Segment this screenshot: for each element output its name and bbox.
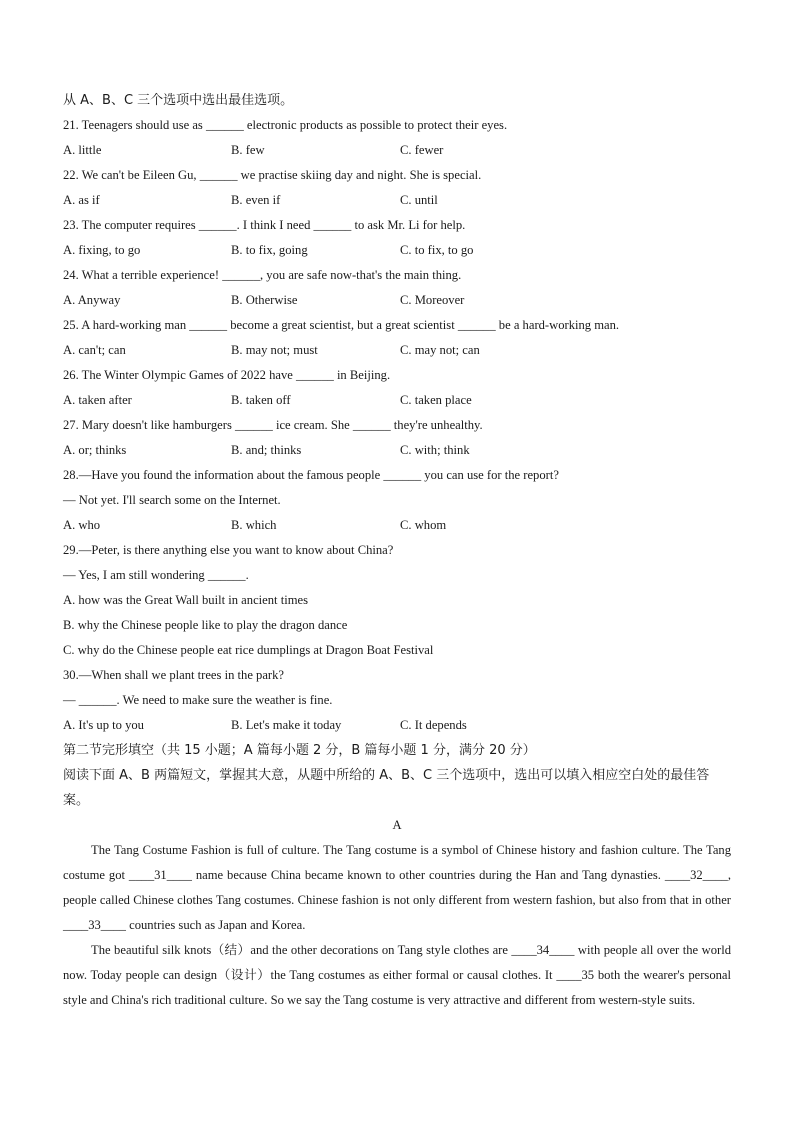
option-b: B. to fix, going xyxy=(231,243,308,257)
exam-page xyxy=(63,88,731,1013)
option-c: C. Moreover xyxy=(400,293,465,307)
option-a: A. little xyxy=(63,143,102,157)
question-block xyxy=(63,463,731,538)
question-block xyxy=(63,413,731,463)
options-row xyxy=(63,338,731,363)
question-block xyxy=(63,363,731,413)
option-c: C. It depends xyxy=(400,718,467,732)
option-c: C. whom xyxy=(400,518,447,532)
dialogue-line: — Yes, I am still wondering ______. xyxy=(63,568,249,582)
options-row xyxy=(63,238,731,263)
option-c: C. fewer xyxy=(400,143,444,157)
question-stem: 22. We can't be Eileen Gu, ______ we practise skiing day and night. She is special. xyxy=(63,168,482,182)
options-row xyxy=(63,288,731,313)
option-b: B. Otherwise xyxy=(231,293,298,307)
option-b: B. taken off xyxy=(231,393,291,407)
options-row xyxy=(63,188,731,213)
options-row xyxy=(63,438,731,463)
passage-paragraph: The Tang Costume Fashion is full of culture. The Tang costume is a symbol of Chinese history and fashion culture. The Tang costume got ____31____ name because China became known to other countries during the Han and Tang dynasties. ____32____, people called Chinese clothes Tang costumes. Chinese fashion is not only different from western fashion, but also from that in other ____33____ countries such as Japan and Korea. xyxy=(63,843,731,932)
option-b: B. may not; must xyxy=(231,343,318,357)
question-stem: 30.—When shall we plant trees in the park? xyxy=(63,668,285,682)
option-c: C. taken place xyxy=(400,393,472,407)
options-row xyxy=(63,388,731,413)
question-stem: 25. A hard-working man ______ become a great scientist, but a great scientist ______ be a hard-working man. xyxy=(63,318,620,332)
section2-title: 第二节完形填空（共 15 小题；A 篇每小题 2 分，B 篇每小题 1 分，满分 20 分） xyxy=(63,743,536,758)
option-a: A. fixing, to go xyxy=(63,243,141,257)
question-block xyxy=(63,213,731,263)
question-stem: 21. Teenagers should use as ______ electronic products as possible to protect their eyes. xyxy=(63,118,508,132)
question-stem: 29.—Peter, is there anything else you want to know about China? xyxy=(63,543,394,557)
question-stem: 26. The Winter Olympic Games of 2022 have ______ in Beijing. xyxy=(63,368,391,382)
question-block xyxy=(63,538,731,663)
option-a: A. who xyxy=(63,518,101,532)
option-a: A. or; thinks xyxy=(63,443,127,457)
question-stem: 28.—Have you found the information about the famous people ______ you can use for the report? xyxy=(63,468,559,482)
options-row xyxy=(63,513,731,538)
option-b: B. and; thinks xyxy=(231,443,302,457)
question-stem: 23. The computer requires ______. I think I need ______ to ask Mr. Li for help. xyxy=(63,218,466,232)
option-b: B. why the Chinese people like to play the dragon dance xyxy=(63,618,348,632)
option-b: B. even if xyxy=(231,193,281,207)
dialogue-line: — Not yet. I'll search some on the Internet. xyxy=(63,493,281,507)
option-c: C. why do the Chinese people eat rice dumplings at Dragon Boat Festival xyxy=(63,643,434,657)
option-c: C. until xyxy=(400,193,438,207)
option-c: C. with; think xyxy=(400,443,470,457)
passage-label: A xyxy=(392,818,402,832)
options-row xyxy=(63,138,731,163)
option-b: B. Let's make it today xyxy=(231,718,342,732)
question-stem: 27. Mary doesn't like hamburgers ______ ice cream. She ______ they're unhealthy. xyxy=(63,418,483,432)
option-a: A. taken after xyxy=(63,393,132,407)
question-block xyxy=(63,163,731,213)
option-c: C. may not; can xyxy=(400,343,480,357)
question-block xyxy=(63,263,731,313)
passage-paragraph: The beautiful silk knots（结）and the other decorations on Tang style clothes are ____34____ with people all over the world now. Today people can design（设计）the Tang costumes as either formal or causal clothes. It ____35 both the wearer's personal style and China's rich traditional culture. So we say the Tang costume is very attractive and different from western-style suits. xyxy=(63,943,731,1007)
section2-instruction: 阅读下面 A、B 两篇短文，掌握其大意，从题中所给的 A、B、C 三个选项中，选出可以填入相应空白处的最佳答案。 xyxy=(63,768,710,808)
question-list xyxy=(63,113,731,738)
question-block xyxy=(63,313,731,363)
option-c: C. to fix, to go xyxy=(400,243,474,257)
section-instruction: 从 A、B、C 三个选项中选出最佳选项。 xyxy=(63,93,294,108)
dialogue-line: — ______. We need to make sure the weather is fine. xyxy=(63,693,333,707)
option-a: A. It's up to you xyxy=(63,718,144,732)
option-b: B. which xyxy=(231,518,277,532)
option-a: A. can't; can xyxy=(63,343,126,357)
question-block xyxy=(63,663,731,738)
options-row xyxy=(63,713,731,738)
question-stem: 24. What a terrible experience! ______, you are safe now-that's the main thing. xyxy=(63,268,462,282)
option-a: A. as if xyxy=(63,193,100,207)
option-a: A. Anyway xyxy=(63,293,121,307)
question-block xyxy=(63,113,731,163)
option-b: B. few xyxy=(231,143,265,157)
option-a: A. how was the Great Wall built in ancient times xyxy=(63,593,308,607)
